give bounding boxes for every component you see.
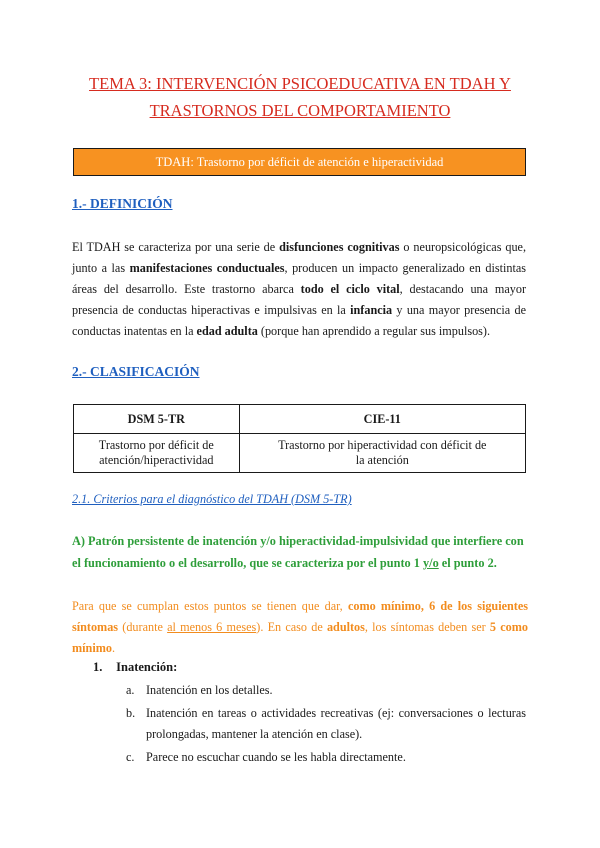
document-title <box>60 70 540 124</box>
table-header-dsm: DSM 5-TR <box>74 405 240 434</box>
title-line-2: TRASTORNOS DEL COMPORTAMIENTO <box>149 101 451 120</box>
title-line-1: TEMA 3: INTERVENCIÓN PSICOEDUCATIVA EN TDAH Y <box>89 74 511 93</box>
topic-banner: TDAH: Trastorno por déficit de atención e hiperactividad <box>73 148 526 176</box>
table-header-cie: CIE-11 <box>239 405 525 434</box>
list-heading-inatencion <box>93 660 177 675</box>
section-heading-definicion: 1.- DEFINICIÓN <box>72 196 173 211</box>
list-item: a. Inatención en los detalles. <box>126 683 273 697</box>
classification-table <box>73 404 526 473</box>
list-item: b. Inatención en tareas o actividades recreativas (ej: conversaciones o lecturas prolongadas, mantener la atención en clase). <box>126 706 526 741</box>
definition-paragraph: El TDAH se caracteriza por una serie de disfunciones cognitivas o neuropsicológicas que, junto a las manifestaciones conductuales, producen un impacto generalizado en distintas áreas del desarrollo. Este trastorno abarca todo el ciclo vital, destacando una mayor presencia de conductas hiperactivas e impulsivas en la infancia y una mayor presencia de conductas inatentas en la edad adulta (porque han aprendido a regular sus impulsos). <box>72 240 526 338</box>
symptom-list <box>126 680 526 768</box>
table-cell-cie: Trastorno por hiperactividad con déficit de la atención <box>239 434 525 473</box>
section-heading-clasificacion: 2.- CLASIFICACIÓN <box>72 364 200 379</box>
table-row <box>74 434 526 473</box>
requirement-paragraph: Para que se cumplan estos puntos se tienen que dar, como mínimo, 6 de los siguientes síntomas (durante al menos 6 meses). En caso de adultos, los síntomas deben ser 5 como mínimo. <box>72 599 528 655</box>
table-header-row <box>74 405 526 434</box>
table-cell-dsm: Trastorno por déficit de atención/hiperactividad <box>74 434 240 473</box>
list-heading-label: Inatención: <box>116 660 178 674</box>
criterion-a-paragraph: A) Patrón persistente de inatención y/o hiperactividad-impulsividad que interfiere con el funcionamiento o el desarrollo, que se caracteriza por el punto 1 y/o el punto 2. <box>72 534 524 570</box>
subsection-heading-criterios: 2.1. Criterios para el diagnóstico del TDAH (DSM 5-TR) <box>72 492 352 506</box>
list-item: c. Parece no escuchar cuando se les habla directamente. <box>126 750 406 764</box>
list-number: 1. <box>93 660 103 674</box>
